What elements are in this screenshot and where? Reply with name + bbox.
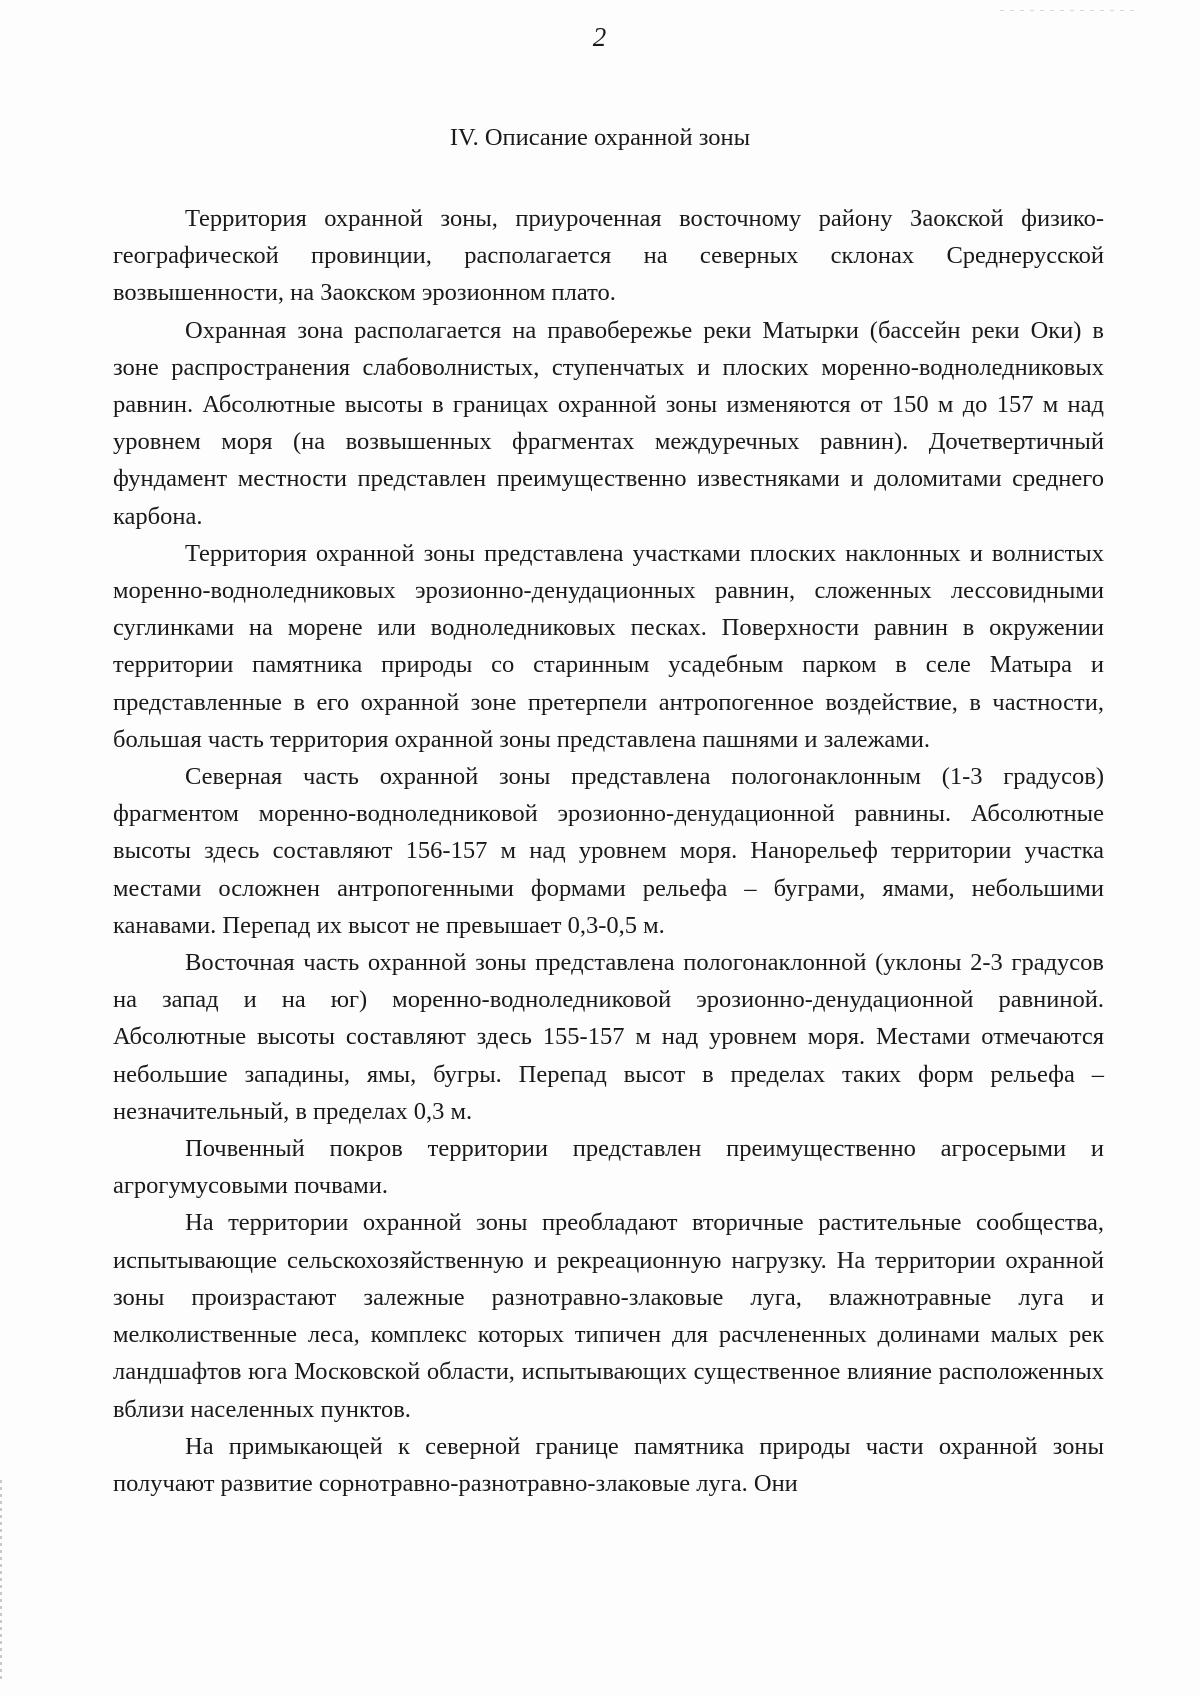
section-title: IV. Описание охранной зоны bbox=[449, 124, 751, 151]
paragraph: На примыкающей к северной границе памятника природы части охранной зоны получают развитие сорнотравно-разнотравно-злаковые луга. Они bbox=[113, 1432, 1104, 1497]
paragraph: Северная часть охранной зоны представлена пологонаклонным (1-3 градусов) фрагментом моренно-водноледниковой эрозионно-денудационной равнины. Абсолютные высоты здесь составляют 156-157 м над уровнем моря. Нанорельеф территории участка местами осложнен антропогенными формами рельефа – буграми, ямами, небольшими канавами. Перепад их высот не превышает 0,3-0,5 м. bbox=[113, 763, 1104, 939]
paragraph: Охранная зона располагается на правобережье реки Матырки (бассейн реки Оки) в зоне распространения слабоволнистых, ступенчатых и плоских моренно-водноледниковых равнин. Абсолютные высоты в границах охранной зоны изменяются от 150 м до 157 м над уровнем моря (на возвышенных фрагментах междуречных равнин). Дочетвертичный фундамент местности представлен преимущественно известняками и доломитами среднего карбона. bbox=[113, 316, 1104, 530]
body-text bbox=[113, 200, 1104, 1502]
paragraph: На территории охранной зоны преобладают вторичные растительные сообщества, испытывающие сельскохозяйственную и рекреационную нагрузку. На территории охранной зоны произрастают залежные разнотравно-злаковые луга, влажнотравные луга и мелколиственные леса, комплекс которых типичен для расчлененных долинами малых рек ландшафтов юга Московской области, испытывающих существенное влияние расположенных вблизи населенных пунктов. bbox=[113, 1209, 1104, 1423]
scan-artifact bbox=[1000, 10, 1140, 11]
page-number: 2 bbox=[592, 22, 608, 52]
paragraph: Территория охранной зоны, приуроченная восточному району Заокской физико-географической провинции, располагается на северных склонах Среднерусской возвышенности, на Заокском эрозионном плато. bbox=[113, 205, 1104, 307]
scan-edge-artifact bbox=[0, 1480, 2, 1680]
paragraph: Территория охранной зоны представлена участками плоских наклонных и волнистых моренно-водноледниковых эрозионно-денудационных равнин, сложенных лессовидными суглинками на морене или водноледниковых песках. Поверхности равнин в окружении территории памятника природы со старинным усадебным парком в селе Матыра и представленные в его охранной зоне претерпели антропогенное воздействие, в частности, большая часть территория охранной зоны представлена пашнями и залежами. bbox=[113, 539, 1104, 753]
paragraph: Почвенный покров территории представлен преимущественно агросерыми и агрогумусовыми почвами. bbox=[113, 1135, 1104, 1200]
paragraph: Восточная часть охранной зоны представлена пологонаклонной (уклоны 2-3 градусов на запад и на юг) моренно-водноледниковой эрозионно-денудационной равниной. Абсолютные высоты составляют здесь 155-157 м над уровнем моря. Местами отмечаются небольшие западины, ямы, бугры. Перепад высот в пределах таких форм рельефа – незначительный, в пределах 0,3 м. bbox=[113, 949, 1104, 1125]
